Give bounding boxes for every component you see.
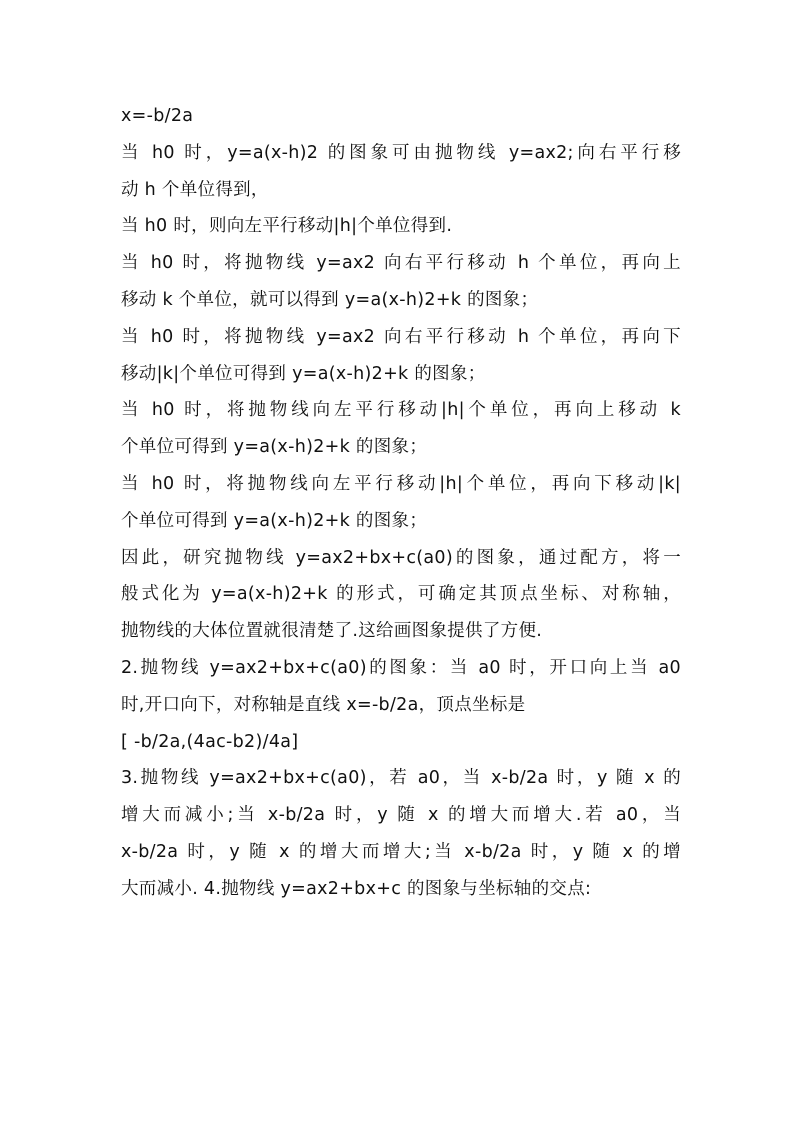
text-line: 增大而减小;当 x-b/2a 时，y 随 x 的增大而增大.若 a0，当 [121,805,681,826]
text-line: [ -b/2a,(4ac-b2)/4a] [121,731,299,752]
text-line: 当 h0 时，将抛物线向左平行移动|h|个单位，再向下移动|k| [121,473,681,494]
text-line: 大而减小. 4.抛物线 y=ax2+bx+c 的图象与坐标轴的交点: [121,878,592,899]
text-line: 因此，研究抛物线 y=ax2+bx+c(a0)的图象，通过配方，将一 [121,547,681,568]
text-line: 时,开口向下，对称轴是直线 x=-b/2a，顶点坐标是 [121,694,526,715]
text-line: 当 h0 时，将抛物线向左平行移动|h|个单位，再向上移动 k [121,400,681,421]
text-line: 移动|k|个单位可得到 y=a(x-h)2+k 的图象； [121,363,486,384]
body-text [121,98,681,908]
text-line: x-b/2a 时，y 随 x 的增大而增大;当 x-b/2a 时，y 随 x 的增 [121,841,681,862]
text-line: 当 h0 时，则向左平行移动|h|个单位得到. [121,216,453,237]
text-line: x=-b/2a [121,106,194,126]
text-line: 3.抛物线 y=ax2+bx+c(a0)，若 a0，当 x-b/2a 时，y 随 x 的 [121,768,681,789]
text-line: 当 h0 时，将抛物线 y=ax2 向右平行移动 h 个单位，再向下 [121,326,681,347]
text-line: 当 h0 时，将抛物线 y=ax2 向右平行移动 h 个单位，再向上 [121,253,681,274]
text-line: 般式化为 y=a(x-h)2+k 的形式，可确定其顶点坐标、对称轴， [121,584,681,605]
text-line: 个单位可得到 y=a(x-h)2+k 的图象； [121,510,428,531]
text-line: 移动 k 个单位，就可以得到 y=a(x-h)2+k 的图象； [121,289,539,310]
text-line: 2.抛物线 y=ax2+bx+c(a0)的图象：当 a0 时，开口向上当 a0 [121,657,681,678]
text-line: 当 h0 时，y=a(x-h)2 的图象可由抛物线 y=ax2;向右平行移 [121,142,681,163]
text-line: 抛物线的大体位置就很清楚了.这给画图象提供了方便. [121,621,543,642]
text-line: 动 h 个单位得到， [121,179,269,200]
text-line: 个单位可得到 y=a(x-h)2+k 的图象； [121,437,428,458]
